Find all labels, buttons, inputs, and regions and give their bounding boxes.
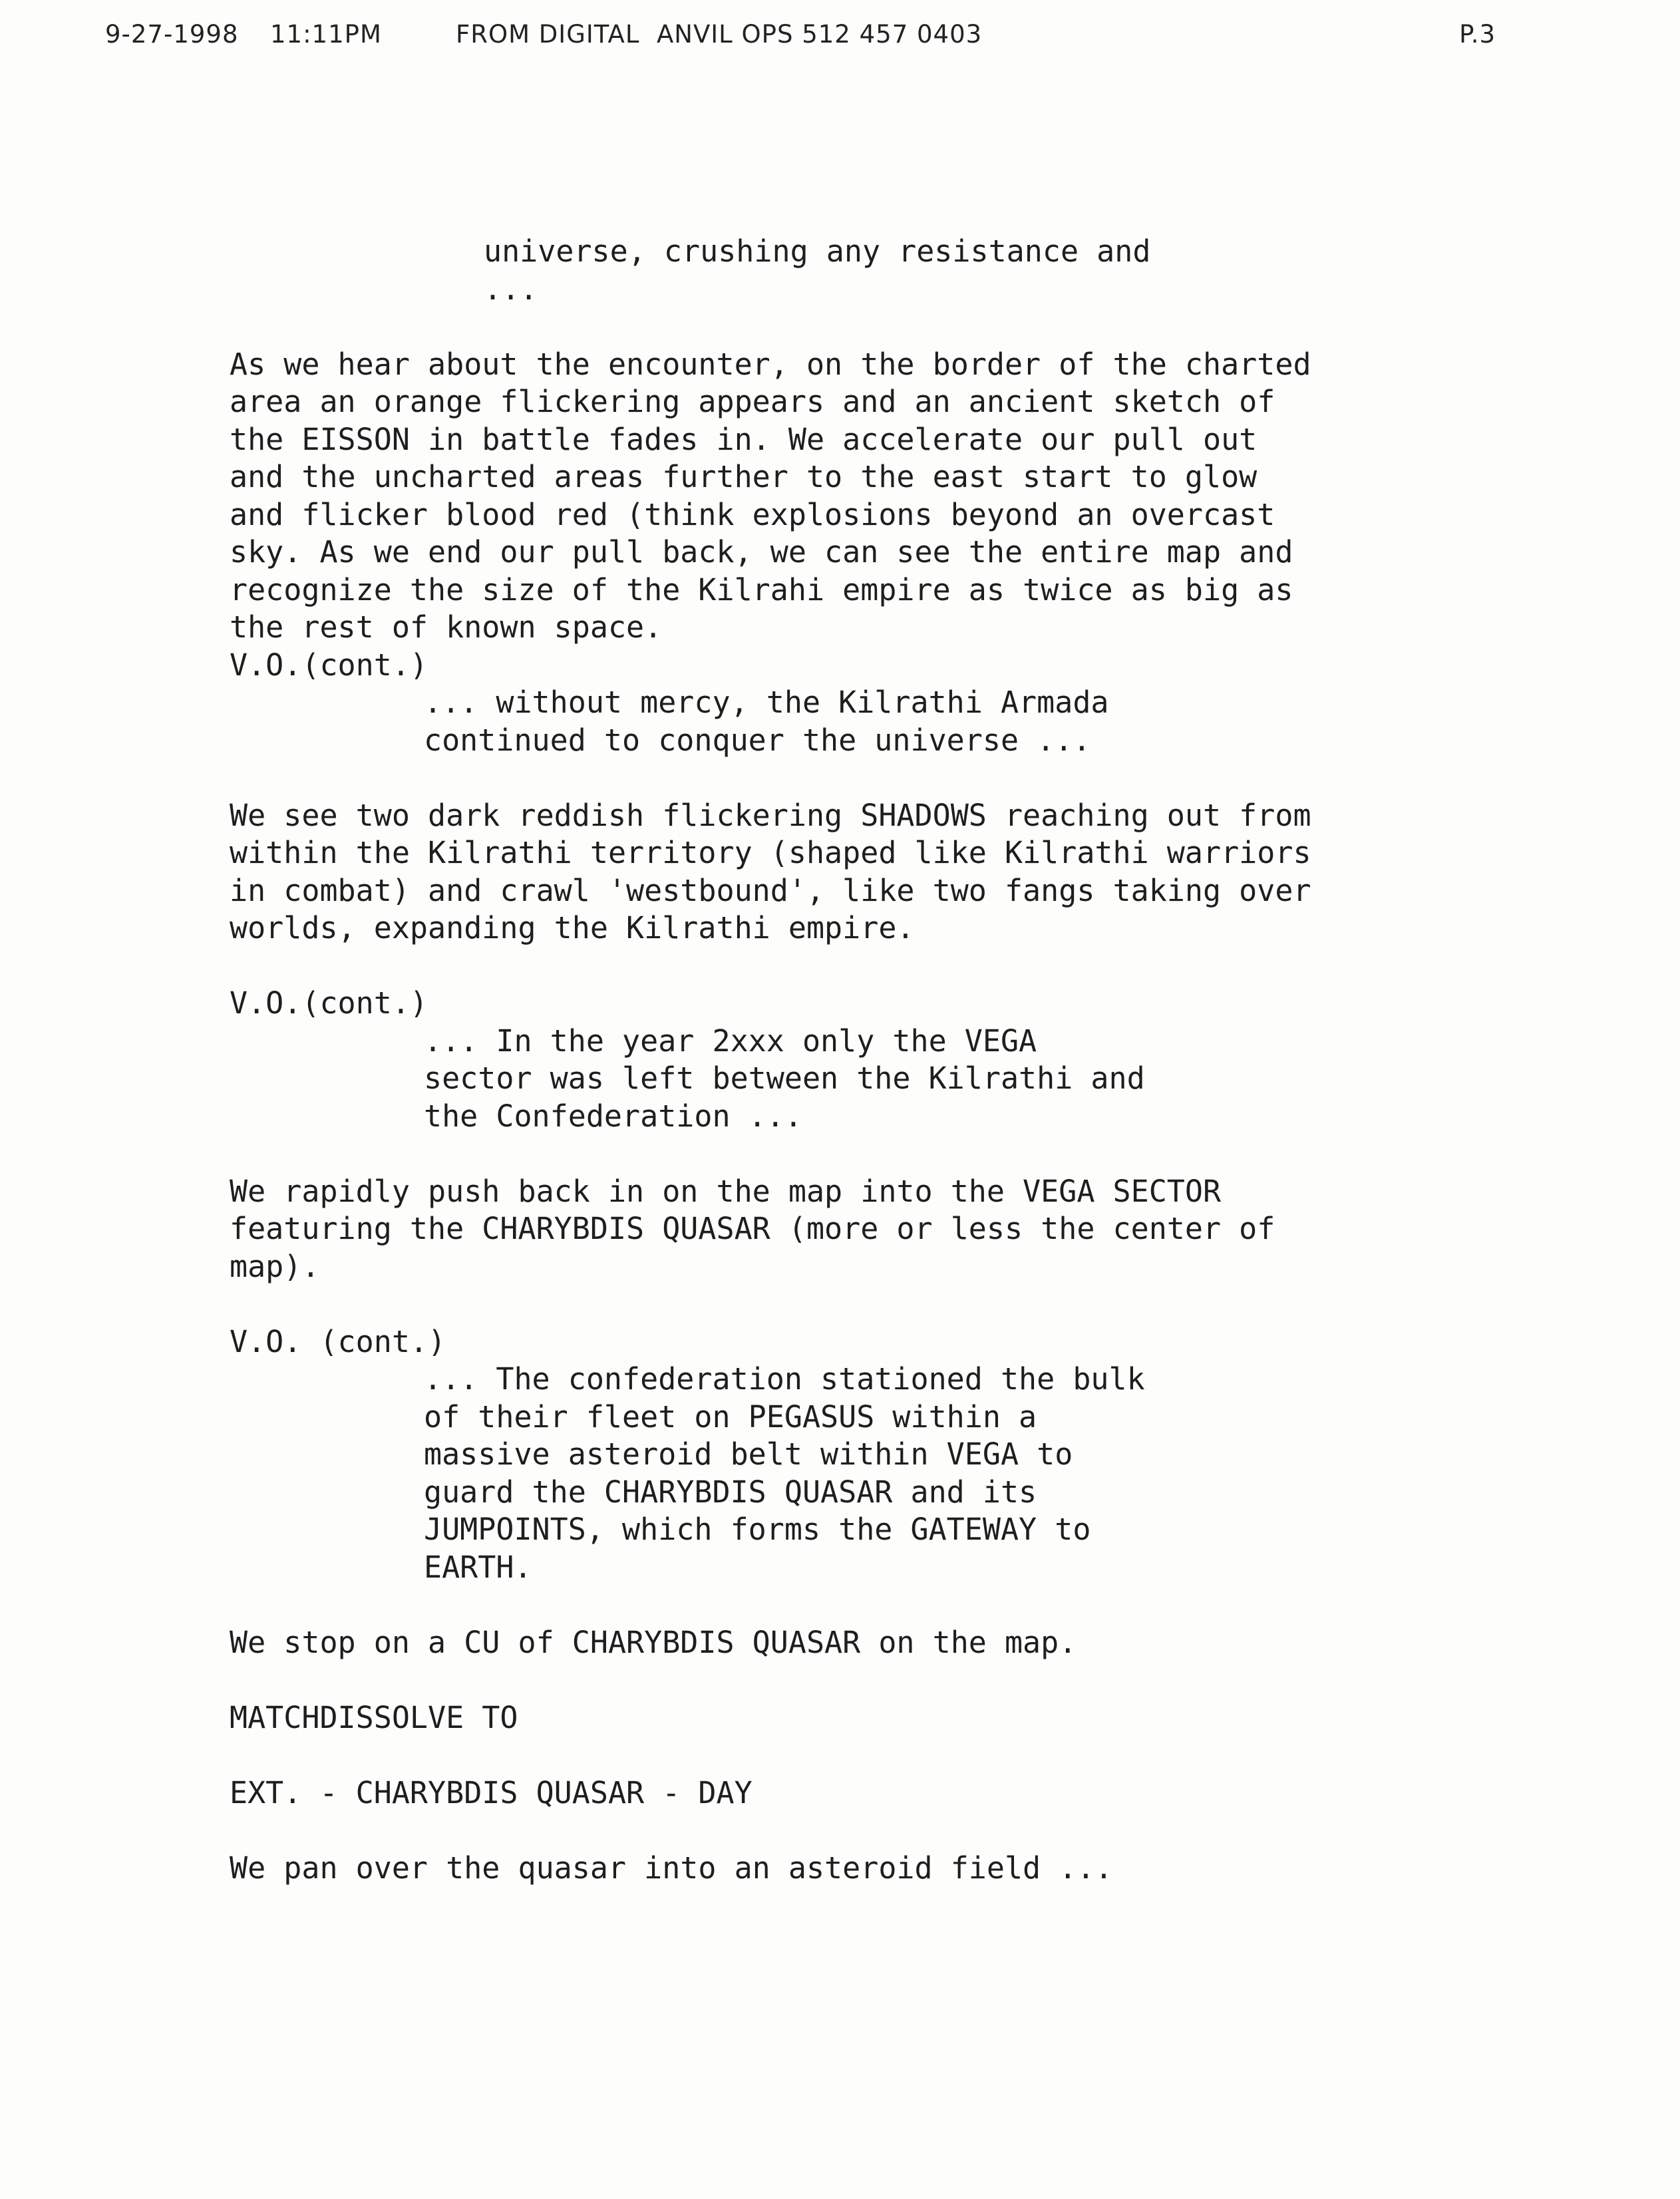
action-line: in combat) and crawl 'westbound', like two fangs taking over xyxy=(230,872,1311,908)
action-line: recognize the size of the Kilrahi empire as twice as big as xyxy=(230,572,1293,607)
dialogue-block xyxy=(424,684,1494,759)
character-cue: V.O.(cont.) xyxy=(230,985,428,1021)
transition: MATCHDISSOLVE TO xyxy=(230,1699,518,1735)
action-line: the rest of known space. xyxy=(230,609,663,645)
action-paragraph xyxy=(230,1173,1494,1286)
action-line: We stop on a CU of CHARYBDIS QUASAR on the map. xyxy=(230,1624,1077,1660)
action-line: We rapidly push back in on the map into the VEGA SECTOR xyxy=(230,1173,1222,1209)
screenplay-body xyxy=(230,233,1494,1887)
dialogue-line: JUMPOINTS, which forms the GATEWAY to xyxy=(424,1512,1091,1547)
dialogue-block xyxy=(424,1023,1494,1136)
dialogue-line: the Confederation ... xyxy=(424,1098,802,1134)
action-line: and the uncharted areas further to the east start to glow xyxy=(230,459,1258,494)
dialogue-line: guard the CHARYBDIS QUASAR and its xyxy=(424,1474,1037,1510)
dialogue-continuation xyxy=(484,233,1494,308)
dialogue-line: ... In the year 2xxx only the VEGA xyxy=(424,1023,1037,1059)
dialogue-line: sector was left between the Kilrathi and xyxy=(424,1061,1145,1096)
dialogue-line: ... xyxy=(484,271,538,307)
action-line: As we hear about the encounter, on the border of the charted xyxy=(230,346,1311,382)
fax-time: 11:11PM xyxy=(270,20,382,49)
dialogue-line: ... without mercy, the Kilrathi Armada xyxy=(424,685,1109,720)
action-line: within the Kilrathi territory (shaped like Kilrathi warriors xyxy=(230,835,1311,870)
dialogue-line: of their fleet on PEGASUS within a xyxy=(424,1399,1037,1435)
action-line: map). xyxy=(230,1248,320,1284)
action-line: We see two dark reddish flickering SHADOWS reaching out from xyxy=(230,797,1311,833)
dialogue-line: EARTH. xyxy=(424,1549,532,1585)
action-paragraph xyxy=(230,797,1494,947)
action-line: featuring the CHARYBDIS QUASAR (more or less the center of xyxy=(230,1211,1275,1246)
scene-heading: EXT. - CHARYBDIS QUASAR - DAY xyxy=(230,1775,753,1810)
action-line: area an orange flickering appears and an ancient sketch of xyxy=(230,384,1275,419)
dialogue-block xyxy=(424,1361,1494,1586)
action-paragraph xyxy=(230,346,1494,647)
dialogue-line: ... The confederation stationed the bulk xyxy=(424,1361,1145,1397)
dialogue-line: universe, crushing any resistance and xyxy=(484,234,1151,269)
character-cue: V.O. (cont.) xyxy=(230,1323,446,1359)
fax-page-number: P.3 xyxy=(1459,20,1496,49)
fax-sender: FROM DIGITAL ANVIL OPS 512 457 0403 xyxy=(456,20,983,49)
action-line: sky. As we end our pull back, we can see the entire map and xyxy=(230,534,1293,570)
fax-header xyxy=(105,20,1496,53)
character-cue: V.O.(cont.) xyxy=(230,647,428,683)
action-line: We pan over the quasar into an asteroid field ... xyxy=(230,1850,1113,1886)
dialogue-line: continued to conquer the universe ... xyxy=(424,722,1091,758)
dialogue-line: massive asteroid belt within VEGA to xyxy=(424,1437,1073,1472)
fax-date: 9-27-1998 xyxy=(105,20,239,49)
action-line: the EISSON in battle fades in. We accelerate our pull out xyxy=(230,421,1258,457)
action-line: worlds, expanding the Kilrathi empire. xyxy=(230,910,915,945)
action-line: and flicker blood red (think explosions beyond an overcast xyxy=(230,496,1275,532)
